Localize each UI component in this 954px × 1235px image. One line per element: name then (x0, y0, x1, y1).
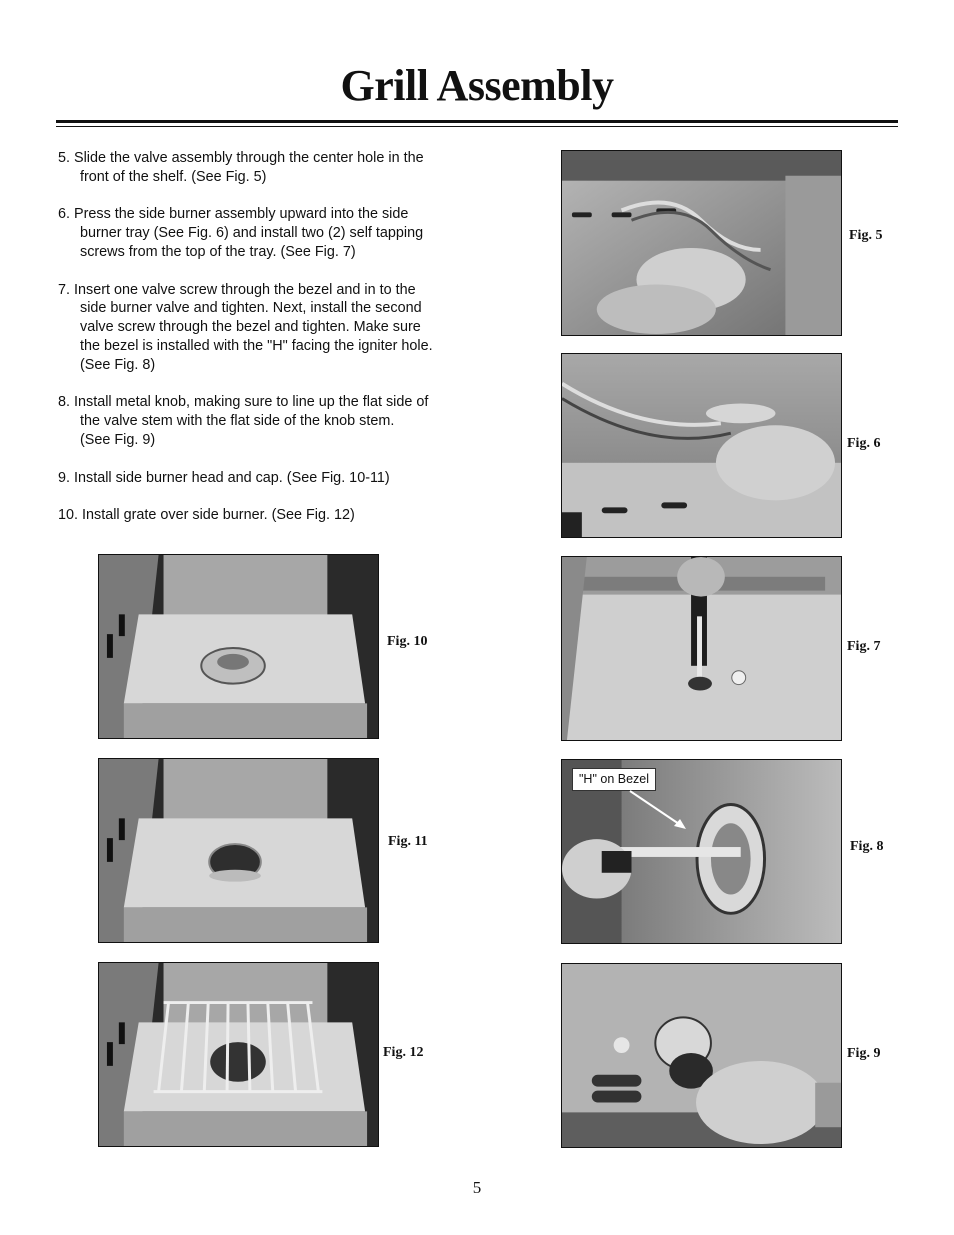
fig6-photo (561, 353, 842, 538)
fig5-label: Fig. 5 (849, 228, 883, 243)
step-text: the bezel is installed with the "H" facing the igniter hole. (80, 337, 433, 354)
fig8-callout: "H" on Bezel (572, 768, 656, 791)
step-text: screws from the top of the tray. (See Fig. 7) (80, 243, 356, 260)
step-10 (58, 506, 488, 525)
fig7-label: Fig. 7 (847, 639, 881, 654)
fig10-photo (98, 554, 379, 739)
step-text: valve screw through the bezel and tighten. Make sure (80, 319, 421, 336)
fig11-label: Fig. 11 (388, 834, 428, 849)
page-number: 5 (472, 1178, 482, 1197)
instruction-list (58, 149, 488, 544)
fig8-label: Fig. 8 (850, 839, 884, 854)
step-8 (58, 393, 488, 449)
step-text: 7. Insert one valve screw through the bezel and in to the (58, 281, 416, 298)
step-text: the valve stem with the flat side of the knob stem. (80, 413, 395, 430)
fig11-photo (98, 758, 379, 943)
step-text: burner tray (See Fig. 6) and install two (2) self tapping (80, 225, 424, 242)
title-rule-thin (56, 126, 898, 127)
fig5-photo (561, 150, 842, 336)
fig9-photo (561, 963, 842, 1148)
fig10-label: Fig. 10 (387, 634, 428, 649)
step-text: front of the shelf. (See Fig. 5) (80, 168, 267, 185)
page-title: Grill Assembly (340, 61, 614, 110)
step-9 (58, 469, 488, 488)
fig12-photo (98, 962, 379, 1147)
callout-arrow-icon (620, 788, 690, 833)
step-text: 6. Press the side burner assembly upward into the side (58, 206, 409, 223)
step-text: 9. Install side burner head and cap. (See Fig. 10-11) (58, 469, 390, 486)
step-text: (See Fig. 8) (80, 356, 156, 373)
title-rule-thick (56, 120, 898, 123)
step-5 (58, 149, 488, 187)
fig6-label: Fig. 6 (847, 436, 881, 451)
fig7-photo (561, 556, 842, 741)
step-6 (58, 205, 488, 261)
step-text: 8. Install metal knob, making sure to line up the flat side of (58, 394, 429, 411)
step-text: 10. Install grate over side burner. (See Fig. 12) (58, 507, 355, 524)
step-text: (See Fig. 9) (80, 431, 156, 448)
fig12-label: Fig. 12 (383, 1045, 424, 1060)
step-7 (58, 281, 488, 375)
fig9-label: Fig. 9 (847, 1046, 881, 1061)
step-text: side burner valve and tighten. Next, install the second (80, 300, 422, 317)
step-text: 5. Slide the valve assembly through the center hole in the (58, 150, 424, 166)
